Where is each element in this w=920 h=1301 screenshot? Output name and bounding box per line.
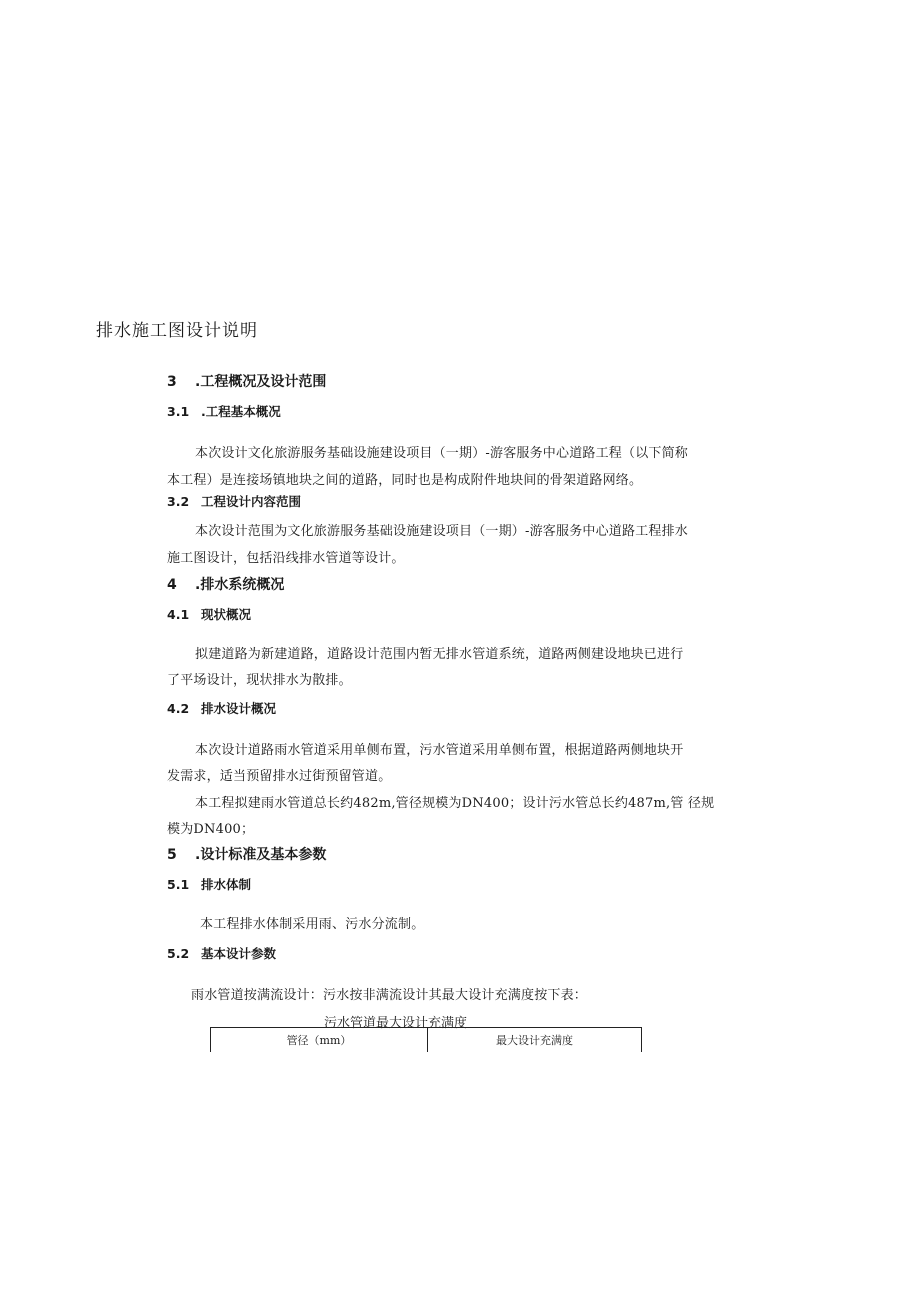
paragraph-line: 本次设计文化旅游服务基础设施建设项目（一期）-游客服务中心道路工程（以下简称 <box>195 446 688 461</box>
document-title: 排水施工图设计说明 <box>96 321 258 341</box>
section-title: .设计标准及基本参数 <box>195 847 327 863</box>
section-3-1-heading <box>167 402 281 420</box>
table-header-cell: 管径（mm） <box>211 1028 428 1052</box>
paragraph-line: 本工程排水体制采用雨、污水分流制。 <box>200 917 425 932</box>
section-number: 4 <box>167 577 177 593</box>
paragraph-line: 本次设计道路雨水管道采用单侧布置，污水管道采用单侧布置，根据道路两侧地块开 <box>195 743 684 758</box>
paragraph-line: 本工程拟建雨水管道总长约482m,管径规模为DN400；设计污水管总长约487m,管 径规 <box>195 796 715 811</box>
paragraph-line: 拟建道路为新建道路，道路设计范围内暂无排水管道系统，道路两侧建设地块已进行 <box>195 647 684 662</box>
section-title: 基本设计参数 <box>201 946 277 961</box>
section-number: 3 <box>167 374 177 390</box>
section-title: 现状概况 <box>201 607 252 622</box>
paragraph-line: 了平场设计，现状排水为散排。 <box>167 673 352 688</box>
section-number: 4.1 <box>167 607 190 622</box>
table-header-cell: 最大设计充满度 <box>496 1034 573 1047</box>
section-4-1-heading <box>167 605 251 623</box>
section-title: 工程设计内容范围 <box>201 494 302 509</box>
section-number: 3.2 <box>167 494 190 509</box>
table-caption: 污水管道最大设计充满度 <box>324 1016 468 1031</box>
paragraph-line: 本工程）是连接场镇地块之间的道路，同时也是构成附件地块间的骨架道路网络。 <box>167 473 643 488</box>
section-4-heading <box>167 574 284 594</box>
section-title: 排水设计概况 <box>201 701 277 716</box>
section-4-2-heading <box>167 699 276 717</box>
paragraph-line: 发需求，适当预留排水过街预留管道。 <box>167 769 392 784</box>
section-3-2-heading <box>167 492 301 510</box>
section-5-2-heading <box>167 944 276 962</box>
section-5-heading <box>167 844 326 864</box>
section-number: 5.2 <box>167 946 190 961</box>
paragraph-line: 施工图设计，包括沿线排水管道等设计。 <box>167 551 405 566</box>
section-number: 3.1 <box>167 404 190 419</box>
section-number: 4.2 <box>167 701 190 716</box>
section-number: 5 <box>167 847 177 863</box>
section-title: .排水系统概况 <box>195 577 285 593</box>
section-title: .工程基本概况 <box>201 404 281 419</box>
paragraph-line: 模为DN400； <box>167 822 255 837</box>
section-number: 5.1 <box>167 877 190 892</box>
section-title: .工程概况及设计范围 <box>195 374 327 390</box>
section-5-1-heading <box>167 875 251 893</box>
section-title: 排水体制 <box>201 877 252 892</box>
section-3-heading <box>167 371 326 391</box>
paragraph-line: 本次设计范围为文化旅游服务基础设施建设项目（一期）-游客服务中心道路工程排水 <box>195 524 688 539</box>
fullness-table <box>210 1027 642 1052</box>
paragraph-line: 雨水管道按满流设计：污水按非满流设计其最大设计充满度按下表： <box>191 988 588 1003</box>
